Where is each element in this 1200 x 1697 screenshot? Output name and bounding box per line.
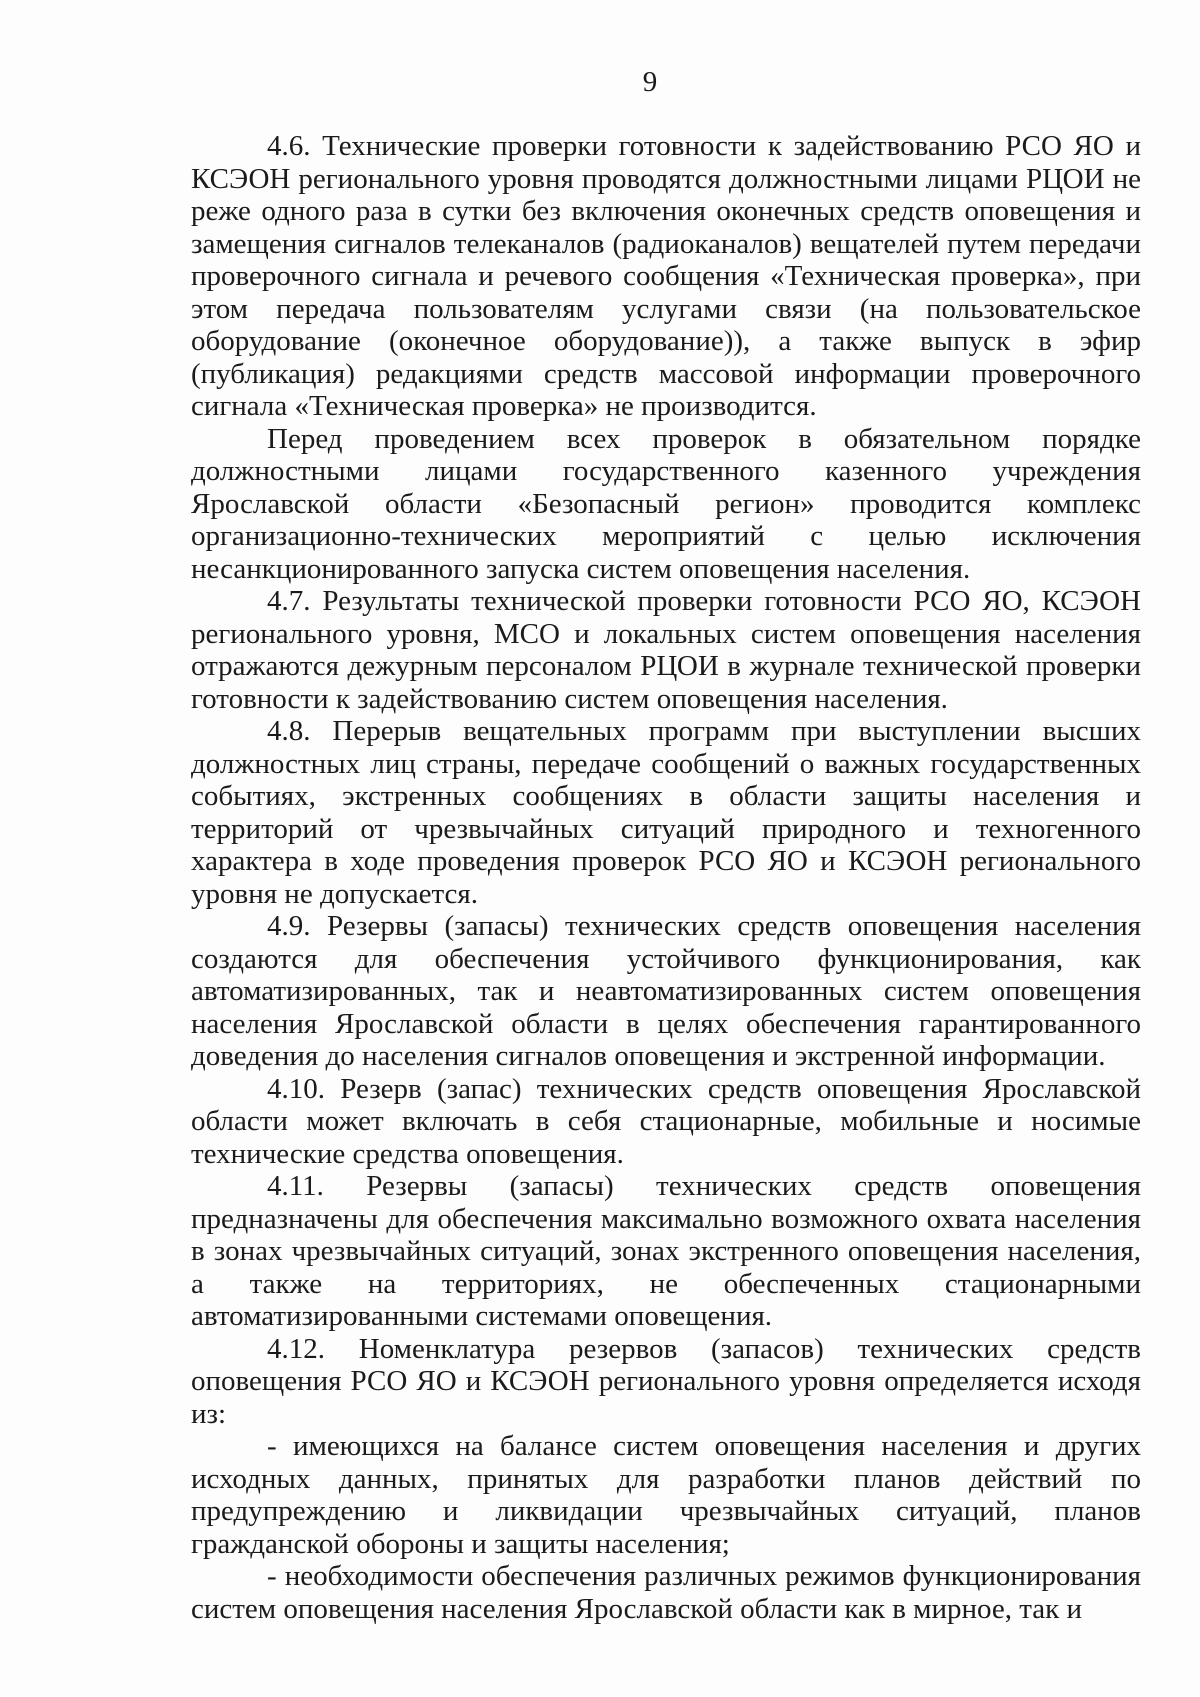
list-item-balance-systems: - имеющихся на балансе систем оповещения населения и других исходных данных, принятых для разработки планов действий по предупреждению и ликвидации чрезвычайных ситуаций, планов гражданской обороны и защиты населения; <box>191 1430 1141 1560</box>
paragraph-4-6: 4.6. Технические проверки готовности к задействованию РСО ЯО и КСЭОН регионального уровня проводятся должностными лицами РЦОИ не реже одного раза в сутки без включения оконечных средств оповещения и замещения сигналов телеканалов (радиоканалов) вещателей путем передачи проверочного сигнала и речевого сообщения «Техническая проверка», при этом передача пользователям услугами связи (на пользовательское оборудование (оконечное оборудование)), а также выпуск в эфир (публикация) редакциями средств массовой информации проверочного сигнала «Техническая проверка» не производится. <box>191 130 1141 422</box>
paragraph-4-10: 4.10. Резерв (запас) технических средств оповещения Ярославской области может включать в себя стационарные, мобильные и носимые технические средства оповещения. <box>191 1072 1141 1170</box>
paragraph-4-8: 4.8. Перерыв вещательных программ при выступлении высших должностных лиц страны, передаче сообщений о важных государственных событиях, экстренных сообщениях в области защиты населения и территорий от чрезвычайных ситуаций природного и техногенного характера в ходе проведения проверок РСО ЯО и КСЭОН регионального уровня не допускается. <box>191 715 1141 910</box>
paragraph-pre-check-measures: Перед проведением всех проверок в обязательном порядке должностными лицами государственного казенного учреждения Ярославской области «Безопасный регион» проводится комплекс организационно-технических мероприятий с целью исключения несанкционированного запуска систем оповещения населения. <box>191 422 1141 585</box>
list-item-operating-modes: - необходимости обеспечения различных режимов функционирования систем оповещения населения Ярославской области как в мирное, так и <box>191 1560 1141 1625</box>
paragraph-4-7: 4.7. Результаты технической проверки готовности РСО ЯО, КСЭОН регионального уровня, МСО и локальных систем оповещения населения отражаются дежурным персоналом РЦОИ в журнале технической проверки готовности к задействованию систем оповещения населения. <box>191 585 1141 715</box>
paragraph-4-11: 4.11. Резервы (запасы) технических средств оповещения предназначены для обеспечения максимально возможного охвата населения в зонах чрезвычайных ситуаций, зонах экстренного оповещения населения, а также на территориях, не обеспеченных стационарными автоматизированными системами оповещения. <box>191 1170 1141 1332</box>
paragraph-4-9: 4.9. Резервы (запасы) технических средств оповещения населения создаются для обеспечения устойчивого функционирования, как автоматизированных, так и неавтоматизированных систем оповещения населения Ярославской области в целях обеспечения гарантированного доведения до населения сигналов оповещения и экстренной информации. <box>191 910 1141 1072</box>
document-body <box>191 130 1141 1625</box>
paragraph-4-12: 4.12. Номенклатура резервов (запасов) технических средств оповещения РСО ЯО и КСЭОН регионального уровня определяется исходя из: <box>191 1332 1141 1430</box>
page-number: 9 <box>642 66 658 98</box>
